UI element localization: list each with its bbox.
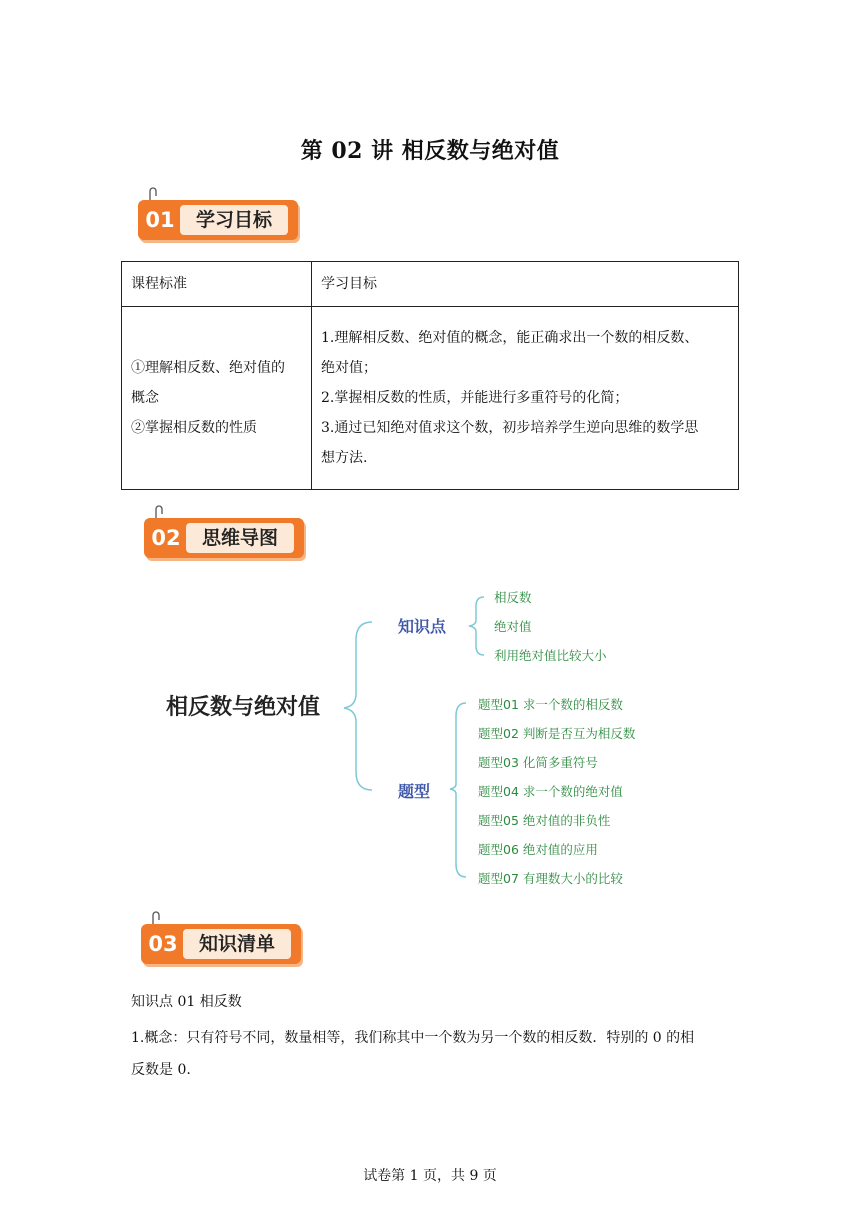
table-header-goal: 学习目标: [312, 262, 739, 307]
page-title: 第 02 讲 相反数与绝对值: [300, 138, 560, 164]
mindmap-category-knowledge: 知识点: [398, 617, 447, 636]
knowledge-line: 反数是 0.: [131, 1062, 191, 1078]
standard-line: ①理解相反数、绝对值的: [131, 360, 285, 376]
goal-line: 1.理解相反数、绝对值的概念，能正确求出一个数的相反数、: [321, 330, 699, 346]
mindmap-root: 相反数与绝对值: [166, 695, 321, 720]
section-number: 01: [145, 208, 175, 232]
mindmap-category-types: 题型: [398, 782, 431, 801]
standard-line: ②掌握相反数的性质: [131, 420, 257, 436]
page-footer: 试卷第 1 页，共 9 页: [363, 1168, 497, 1184]
mindmap-leaf: 题型03 化简多重符号: [478, 755, 598, 770]
mindmap-leaf: 绝对值: [494, 619, 532, 634]
section-banner-knowledge: [139, 910, 339, 970]
goal-line: 绝对值；: [321, 360, 377, 376]
mindmap-leaf: 题型07 有理数大小的比较: [478, 871, 623, 886]
mindmap-leaf: 题型02 判断是否互为相反数: [478, 726, 636, 741]
table-header-standard: 课程标准: [122, 262, 312, 307]
mindmap-leaf: 题型06 绝对值的应用: [478, 842, 598, 857]
mindmap-leaf: 题型01 求一个数的相反数: [478, 697, 623, 712]
section-number: 02: [151, 526, 181, 550]
knowledge-line: 1.概念：只有符号不同，数量相等，我们称其中一个数为另一个数的相反数．特别的 0 的相: [131, 1030, 695, 1046]
mindmap-leaf: 利用绝对值比较大小: [494, 648, 607, 663]
mindmap-leaf: 题型04 求一个数的绝对值: [478, 784, 623, 799]
mindmap-leaf: 题型05 绝对值的非负性: [478, 813, 611, 828]
standard-line: 概念: [131, 390, 159, 406]
section-label: 知识清单: [183, 929, 291, 959]
section-label: 学习目标: [180, 205, 288, 235]
section-label: 思维导图: [186, 523, 294, 553]
goal-line: 想方法.: [321, 450, 368, 466]
goal-line: 3.通过已知绝对值求这个数，初步培养学生逆向思维的数学思: [321, 420, 699, 436]
mindmap-leaf: 相反数: [494, 590, 532, 605]
knowledge-heading: 知识点 01 相反数: [131, 994, 242, 1010]
goal-line: 2.掌握相反数的性质，并能进行多重符号的化简；: [321, 390, 629, 406]
section-number: 03: [148, 932, 178, 956]
